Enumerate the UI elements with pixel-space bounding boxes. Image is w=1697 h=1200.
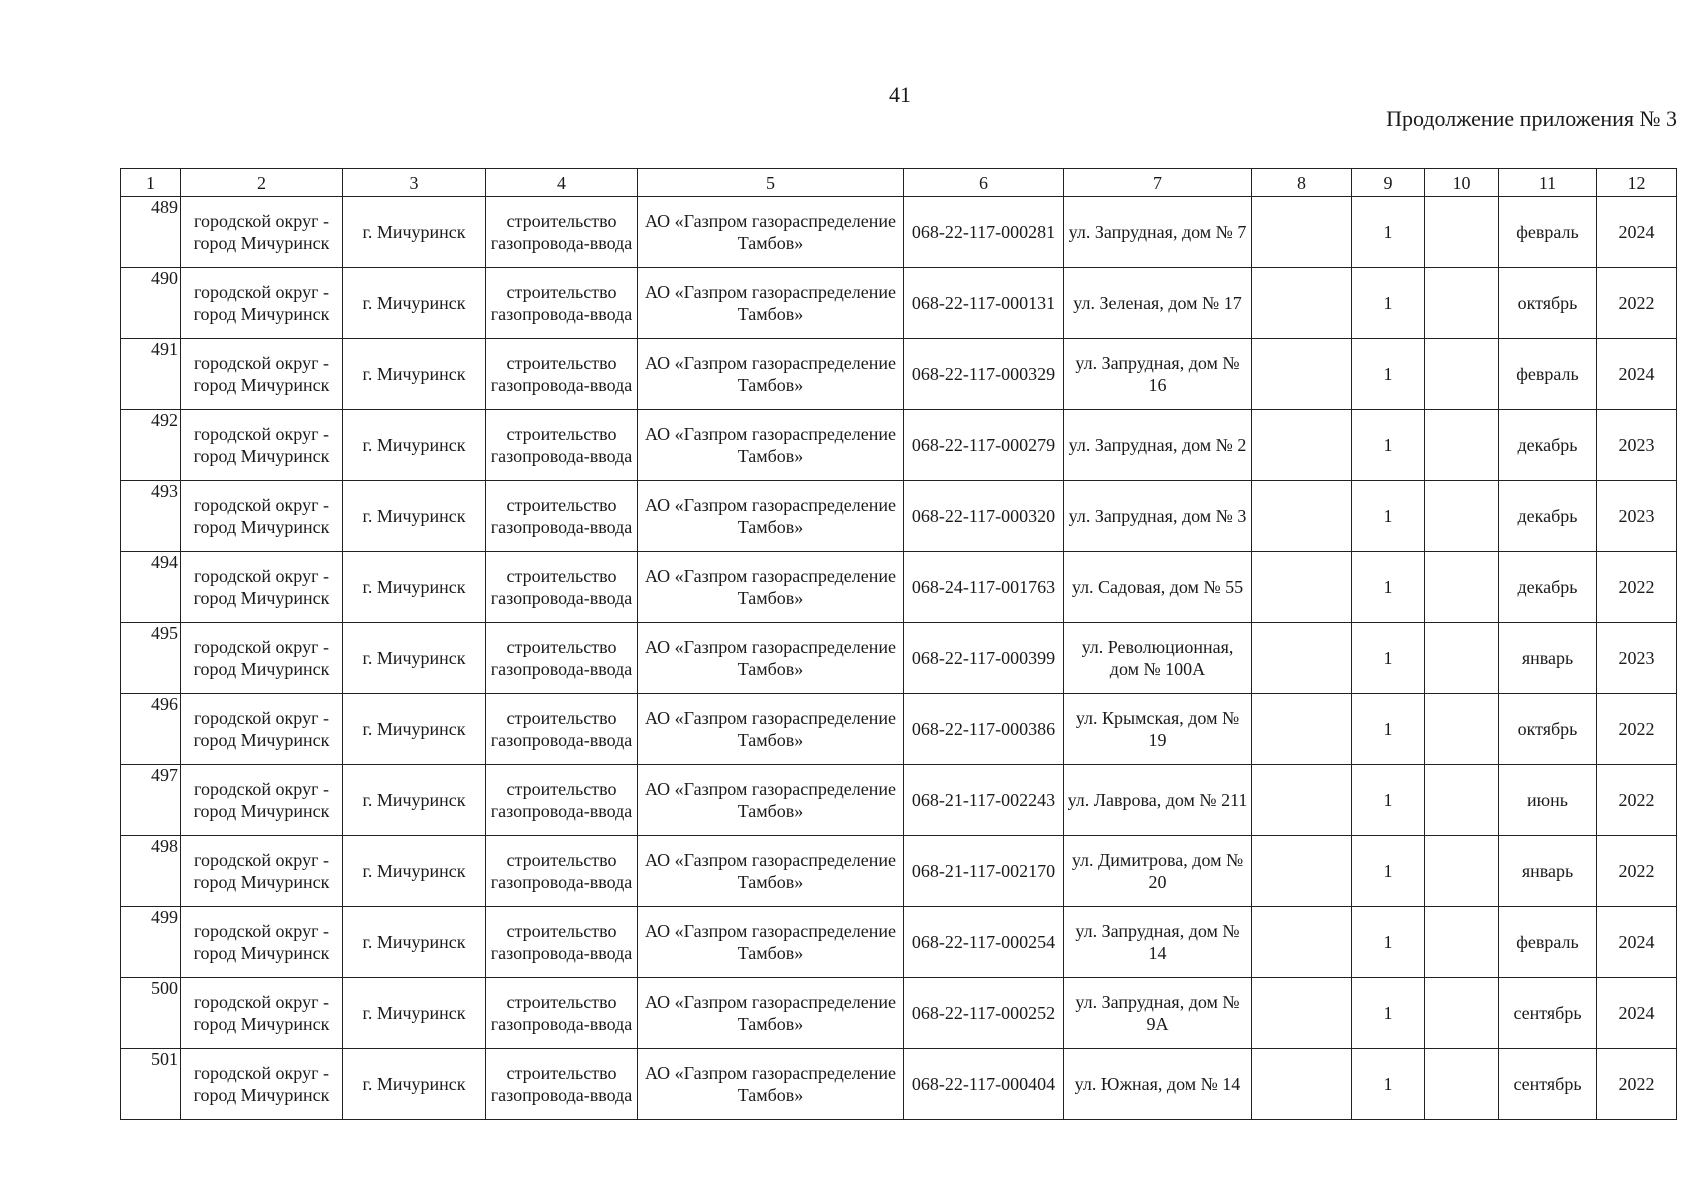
column-8-cell xyxy=(1252,978,1352,1049)
row-number: 496 xyxy=(121,694,181,765)
column-number-header: 6 xyxy=(904,169,1064,197)
year-cell: 2024 xyxy=(1597,907,1677,978)
table-row xyxy=(121,765,1677,836)
locality-cell: г. Мичуринск xyxy=(343,907,486,978)
organization-cell: АО «Газпром газораспределение Тамбов» xyxy=(638,552,904,623)
month-cell: декабрь xyxy=(1499,410,1597,481)
object-code-cell: 068-22-117-000404 xyxy=(904,1049,1064,1120)
column-10-cell xyxy=(1425,907,1499,978)
year-cell: 2022 xyxy=(1597,694,1677,765)
work-type-cell: строительство газопровода-ввода xyxy=(486,694,638,765)
address-cell: ул. Зеленая, дом № 17 xyxy=(1064,268,1252,339)
locality-cell: г. Мичуринск xyxy=(343,552,486,623)
organization-cell: АО «Газпром газораспределение Тамбов» xyxy=(638,197,904,268)
work-type-cell: строительство газопровода-ввода xyxy=(486,836,638,907)
organization-cell: АО «Газпром газораспределение Тамбов» xyxy=(638,836,904,907)
quantity-cell: 1 xyxy=(1352,836,1425,907)
column-8-cell xyxy=(1252,552,1352,623)
column-number-header: 4 xyxy=(486,169,638,197)
locality-cell: г. Мичуринск xyxy=(343,623,486,694)
district-cell: городской округ - город Мичуринск xyxy=(181,694,343,765)
year-cell: 2023 xyxy=(1597,623,1677,694)
year-cell: 2024 xyxy=(1597,339,1677,410)
month-cell: июнь xyxy=(1499,765,1597,836)
work-type-cell: строительство газопровода-ввода xyxy=(486,339,638,410)
work-type-cell: строительство газопровода-ввода xyxy=(486,978,638,1049)
month-cell: февраль xyxy=(1499,197,1597,268)
district-cell: городской округ - город Мичуринск xyxy=(181,907,343,978)
column-8-cell xyxy=(1252,410,1352,481)
district-cell: городской округ - город Мичуринск xyxy=(181,1049,343,1120)
row-number: 495 xyxy=(121,623,181,694)
table-row xyxy=(121,907,1677,978)
column-8-cell xyxy=(1252,694,1352,765)
organization-cell: АО «Газпром газораспределение Тамбов» xyxy=(638,410,904,481)
table-row xyxy=(121,410,1677,481)
column-8-cell xyxy=(1252,197,1352,268)
organization-cell: АО «Газпром газораспределение Тамбов» xyxy=(638,765,904,836)
locality-cell: г. Мичуринск xyxy=(343,1049,486,1120)
column-number-header: 7 xyxy=(1064,169,1252,197)
quantity-cell: 1 xyxy=(1352,410,1425,481)
object-code-cell: 068-21-117-002170 xyxy=(904,836,1064,907)
month-cell: декабрь xyxy=(1499,481,1597,552)
year-cell: 2022 xyxy=(1597,552,1677,623)
column-10-cell xyxy=(1425,694,1499,765)
column-10-cell xyxy=(1425,552,1499,623)
column-number-header: 8 xyxy=(1252,169,1352,197)
column-8-cell xyxy=(1252,623,1352,694)
quantity-cell: 1 xyxy=(1352,623,1425,694)
district-cell: городской округ - город Мичуринск xyxy=(181,197,343,268)
quantity-cell: 1 xyxy=(1352,339,1425,410)
locality-cell: г. Мичуринск xyxy=(343,339,486,410)
column-10-cell xyxy=(1425,836,1499,907)
column-number-header: 5 xyxy=(638,169,904,197)
quantity-cell: 1 xyxy=(1352,1049,1425,1120)
row-number: 501 xyxy=(121,1049,181,1120)
work-type-cell: строительство газопровода-ввода xyxy=(486,410,638,481)
address-cell: ул. Запрудная, дом № 3 xyxy=(1064,481,1252,552)
appendix-table xyxy=(120,168,1677,1120)
locality-cell: г. Мичуринск xyxy=(343,197,486,268)
column-10-cell xyxy=(1425,765,1499,836)
table-row xyxy=(121,978,1677,1049)
column-10-cell xyxy=(1425,481,1499,552)
month-cell: январь xyxy=(1499,623,1597,694)
locality-cell: г. Мичуринск xyxy=(343,481,486,552)
object-code-cell: 068-22-117-000329 xyxy=(904,339,1064,410)
month-cell: февраль xyxy=(1499,339,1597,410)
year-cell: 2022 xyxy=(1597,268,1677,339)
column-number-header: 3 xyxy=(343,169,486,197)
column-8-cell xyxy=(1252,339,1352,410)
quantity-cell: 1 xyxy=(1352,268,1425,339)
address-cell: ул. Южная, дом № 14 xyxy=(1064,1049,1252,1120)
organization-cell: АО «Газпром газораспределение Тамбов» xyxy=(638,1049,904,1120)
quantity-cell: 1 xyxy=(1352,694,1425,765)
row-number: 494 xyxy=(121,552,181,623)
object-code-cell: 068-21-117-002243 xyxy=(904,765,1064,836)
month-cell: октябрь xyxy=(1499,268,1597,339)
table-row xyxy=(121,623,1677,694)
year-cell: 2024 xyxy=(1597,978,1677,1049)
address-cell: ул. Запрудная, дом № 2 xyxy=(1064,410,1252,481)
month-cell: сентябрь xyxy=(1499,978,1597,1049)
address-cell: ул. Крымская, дом № 19 xyxy=(1064,694,1252,765)
row-number: 490 xyxy=(121,268,181,339)
object-code-cell: 068-22-117-000279 xyxy=(904,410,1064,481)
locality-cell: г. Мичуринск xyxy=(343,765,486,836)
column-10-cell xyxy=(1425,623,1499,694)
table-row xyxy=(121,481,1677,552)
district-cell: городской округ - город Мичуринск xyxy=(181,836,343,907)
table-row xyxy=(121,836,1677,907)
column-10-cell xyxy=(1425,197,1499,268)
column-number-header: 11 xyxy=(1499,169,1597,197)
column-number-header: 2 xyxy=(181,169,343,197)
district-cell: городской округ - город Мичуринск xyxy=(181,481,343,552)
organization-cell: АО «Газпром газораспределение Тамбов» xyxy=(638,339,904,410)
row-number: 491 xyxy=(121,339,181,410)
work-type-cell: строительство газопровода-ввода xyxy=(486,907,638,978)
table-row xyxy=(121,694,1677,765)
object-code-cell: 068-22-117-000252 xyxy=(904,978,1064,1049)
year-cell: 2023 xyxy=(1597,481,1677,552)
organization-cell: АО «Газпром газораспределение Тамбов» xyxy=(638,268,904,339)
locality-cell: г. Мичуринск xyxy=(343,410,486,481)
object-code-cell: 068-22-117-000399 xyxy=(904,623,1064,694)
organization-cell: АО «Газпром газораспределение Тамбов» xyxy=(638,907,904,978)
quantity-cell: 1 xyxy=(1352,552,1425,623)
object-code-cell: 068-22-117-000131 xyxy=(904,268,1064,339)
row-number: 500 xyxy=(121,978,181,1049)
address-cell: ул. Запрудная, дом № 7 xyxy=(1064,197,1252,268)
work-type-cell: строительство газопровода-ввода xyxy=(486,481,638,552)
row-number: 493 xyxy=(121,481,181,552)
work-type-cell: строительство газопровода-ввода xyxy=(486,1049,638,1120)
column-number-header: 9 xyxy=(1352,169,1425,197)
table-row xyxy=(121,197,1677,268)
year-cell: 2022 xyxy=(1597,836,1677,907)
district-cell: городской округ - город Мичуринск xyxy=(181,410,343,481)
quantity-cell: 1 xyxy=(1352,481,1425,552)
district-cell: городской округ - город Мичуринск xyxy=(181,552,343,623)
address-cell: ул. Димитрова, дом № 20 xyxy=(1064,836,1252,907)
column-10-cell xyxy=(1425,268,1499,339)
object-code-cell: 068-24-117-001763 xyxy=(904,552,1064,623)
table-row xyxy=(121,339,1677,410)
column-10-cell xyxy=(1425,1049,1499,1120)
object-code-cell: 068-22-117-000386 xyxy=(904,694,1064,765)
quantity-cell: 1 xyxy=(1352,907,1425,978)
locality-cell: г. Мичуринск xyxy=(343,836,486,907)
row-number: 497 xyxy=(121,765,181,836)
year-cell: 2022 xyxy=(1597,1049,1677,1120)
column-8-cell xyxy=(1252,765,1352,836)
locality-cell: г. Мичуринск xyxy=(343,978,486,1049)
object-code-cell: 068-22-117-000281 xyxy=(904,197,1064,268)
address-cell: ул. Запрудная, дом № 9А xyxy=(1064,978,1252,1049)
column-8-cell xyxy=(1252,907,1352,978)
quantity-cell: 1 xyxy=(1352,197,1425,268)
column-8-cell xyxy=(1252,1049,1352,1120)
table-row xyxy=(121,1049,1677,1120)
work-type-cell: строительство газопровода-ввода xyxy=(486,552,638,623)
month-cell: октябрь xyxy=(1499,694,1597,765)
address-cell: ул. Революционная, дом № 100А xyxy=(1064,623,1252,694)
organization-cell: АО «Газпром газораспределение Тамбов» xyxy=(638,481,904,552)
year-cell: 2024 xyxy=(1597,197,1677,268)
column-number-header: 1 xyxy=(121,169,181,197)
row-number: 492 xyxy=(121,410,181,481)
work-type-cell: строительство газопровода-ввода xyxy=(486,197,638,268)
quantity-cell: 1 xyxy=(1352,765,1425,836)
month-cell: февраль xyxy=(1499,907,1597,978)
district-cell: городской округ - город Мичуринск xyxy=(181,339,343,410)
district-cell: городской округ - город Мичуринск xyxy=(181,978,343,1049)
district-cell: городской округ - город Мичуринск xyxy=(181,268,343,339)
page-number: 41 xyxy=(889,82,911,107)
column-10-cell xyxy=(1425,410,1499,481)
month-cell: сентябрь xyxy=(1499,1049,1597,1120)
locality-cell: г. Мичуринск xyxy=(343,694,486,765)
column-10-cell xyxy=(1425,339,1499,410)
row-number: 499 xyxy=(121,907,181,978)
address-cell: ул. Запрудная, дом № 16 xyxy=(1064,339,1252,410)
organization-cell: АО «Газпром газораспределение Тамбов» xyxy=(638,623,904,694)
appendix-continuation-note: Продолжение приложения № 3 xyxy=(1386,106,1677,131)
column-8-cell xyxy=(1252,268,1352,339)
table-row xyxy=(121,552,1677,623)
district-cell: городской округ - город Мичуринск xyxy=(181,623,343,694)
column-number-header: 12 xyxy=(1597,169,1677,197)
table-body xyxy=(121,197,1677,1120)
address-cell: ул. Запрудная, дом № 14 xyxy=(1064,907,1252,978)
column-8-cell xyxy=(1252,481,1352,552)
address-cell: ул. Лаврова, дом № 211 xyxy=(1064,765,1252,836)
organization-cell: АО «Газпром газораспределение Тамбов» xyxy=(638,694,904,765)
work-type-cell: строительство газопровода-ввода xyxy=(486,268,638,339)
organization-cell: АО «Газпром газораспределение Тамбов» xyxy=(638,978,904,1049)
work-type-cell: строительство газопровода-ввода xyxy=(486,623,638,694)
row-number: 489 xyxy=(121,197,181,268)
address-cell: ул. Садовая, дом № 55 xyxy=(1064,552,1252,623)
year-cell: 2023 xyxy=(1597,410,1677,481)
year-cell: 2022 xyxy=(1597,765,1677,836)
quantity-cell: 1 xyxy=(1352,978,1425,1049)
column-10-cell xyxy=(1425,978,1499,1049)
month-cell: январь xyxy=(1499,836,1597,907)
object-code-cell: 068-22-117-000254 xyxy=(904,907,1064,978)
column-8-cell xyxy=(1252,836,1352,907)
district-cell: городской округ - город Мичуринск xyxy=(181,765,343,836)
month-cell: декабрь xyxy=(1499,552,1597,623)
row-number: 498 xyxy=(121,836,181,907)
table-row xyxy=(121,268,1677,339)
column-number-row xyxy=(121,169,1677,197)
object-code-cell: 068-22-117-000320 xyxy=(904,481,1064,552)
work-type-cell: строительство газопровода-ввода xyxy=(486,765,638,836)
locality-cell: г. Мичуринск xyxy=(343,268,486,339)
column-number-header: 10 xyxy=(1425,169,1499,197)
